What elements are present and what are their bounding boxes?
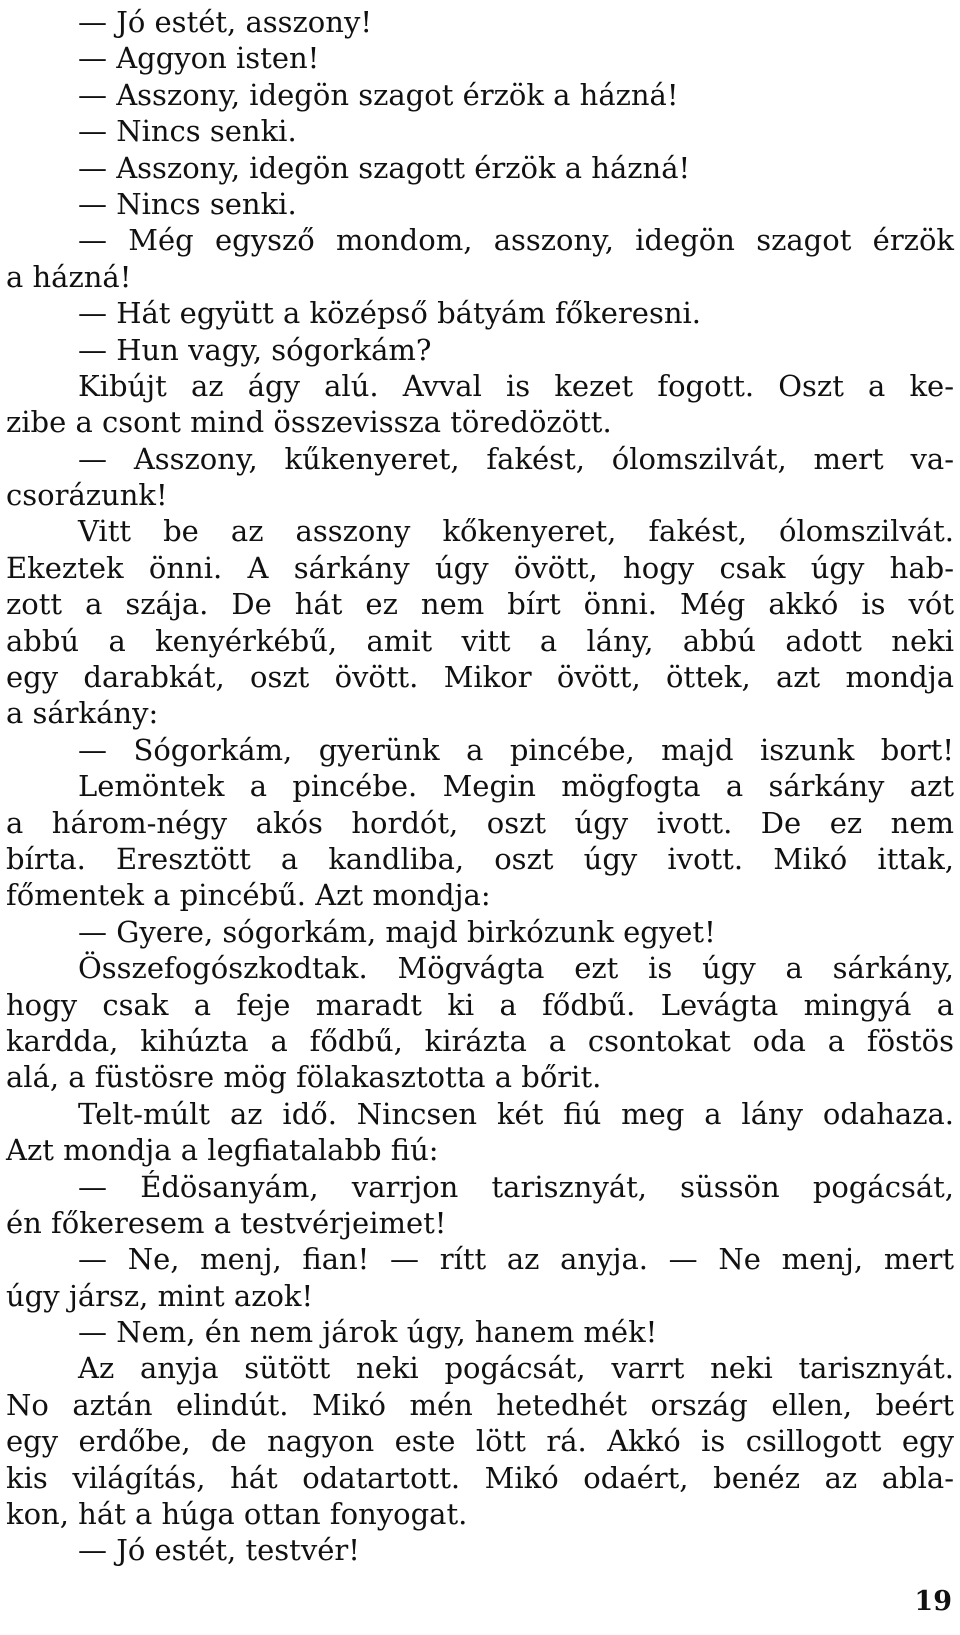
book-page-text: [6, 4, 954, 1569]
dialogue-line: — Asszony, idegön szagott érzök a házná!: [78, 150, 691, 185]
dialogue-line: — Aggyon isten!: [78, 41, 320, 76]
dialogue-line: — Gyere, sógorkám, majd birkózunk egyet!: [78, 914, 716, 949]
text-line: Ekeztek önni. A sárkány úgy övött, hogy csak úgy hab-: [6, 550, 954, 585]
page-number: 19: [914, 1586, 952, 1617]
dialogue-line: — Hun vagy, sógorkám?: [78, 332, 432, 367]
text-line: egy darabkát, oszt övött. Mikor övött, öttek, azt mondja: [6, 660, 954, 695]
text-line: Azt mondja a legfiatalabb fiú:: [6, 1133, 439, 1168]
dialogue-line: — Asszony, kűkenyeret, fakést, ólomszilvát, mert va-: [78, 441, 954, 476]
dialogue-line: — Nincs senki.: [78, 186, 297, 221]
dialogue-line: — Nincs senki.: [78, 114, 297, 149]
dialogue-line: — Hát együtt a középső bátyám főkeresni.: [78, 296, 701, 331]
text-line: csorázunk!: [6, 478, 168, 513]
text-line: kis világítás, hát odatartott. Mikó odaért, benéz az abla-: [6, 1460, 954, 1495]
dialogue-line: — Nem, én nem járok úgy, hanem mék!: [78, 1315, 658, 1350]
text-line: a házná!: [6, 259, 132, 294]
text-line: Kibújt az ágy alú. Avval is kezet fogott. Oszt a ke-: [78, 368, 954, 403]
text-line: a sárkány:: [6, 696, 159, 731]
dialogue-line: — Sógorkám, gyerünk a pincébe, majd iszunk bort!: [78, 732, 954, 767]
text-line: úgy jársz, mint azok!: [6, 1278, 314, 1313]
text-line: Vitt be az asszony kőkenyeret, fakést, ólomszilvát.: [78, 514, 954, 549]
text-line: No aztán elindút. Mikó mén hetedhét ország ellen, beért: [6, 1387, 954, 1422]
text-line: Összefogószkodtak. Mögvágta ezt is úgy a sárkány,: [78, 951, 954, 986]
dialogue-line: — Édösanyám, varrjon tarisznyát, süssön pogácsát,: [78, 1169, 954, 1204]
text-line: alá, a füstösre mög fölakasztotta a bőrit.: [6, 1060, 602, 1095]
dialogue-line: — Jó estét, asszony!: [78, 5, 372, 39]
text-line: zibe a csont mind összevissza töredözött.: [6, 405, 612, 440]
text-line: hogy csak a feje maradt ki a fődbű. Levágta mingyá a: [6, 987, 954, 1022]
text-line: Telt-múlt az idő. Nincsen két fiú meg a lány odahaza.: [78, 1096, 954, 1131]
text-line: bírta. Eresztött a kandliba, oszt úgy ivott. Mikó ittak,: [6, 841, 954, 876]
text-line: kon, hát a húga ottan fonyogat.: [6, 1497, 468, 1532]
text-line: főmentek a pincébű. Azt mondja:: [6, 878, 491, 913]
text-line: egy erdőbe, de nagyon este lött rá. Akkó is csillogott egy: [6, 1424, 954, 1459]
text-line: zott a szája. De hát ez nem bírt önni. Még akkó is vót: [6, 587, 954, 622]
text-line: Az anyja sütött neki pogácsát, varrt neki tarisznyát.: [78, 1351, 954, 1386]
dialogue-line: — Még egysző mondom, asszony, idegön szagot érzök: [78, 223, 954, 258]
text-line: abbú a kenyérkébű, amit vitt a lány, abbú adott neki: [6, 623, 954, 658]
text-line: kardda, kihúzta a fődbű, kirázta a csontokat oda a föstös: [6, 1023, 954, 1058]
dialogue-line: — Asszony, idegön szagot érzök a házná!: [78, 77, 679, 112]
text-line: én főkeresem a testvérjeimet!: [6, 1205, 447, 1240]
dialogue-line: — Ne, menj, fian! — rítt az anyja. — Ne menj, mert: [78, 1242, 954, 1277]
text-line: Lemöntek a pincébe. Megin mögfogta a sárkány azt: [78, 769, 954, 804]
text-line: a három-négy akós hordót, oszt úgy ivott. De ez nem: [6, 805, 954, 840]
dialogue-line: — Jó estét, testvér!: [78, 1533, 360, 1568]
